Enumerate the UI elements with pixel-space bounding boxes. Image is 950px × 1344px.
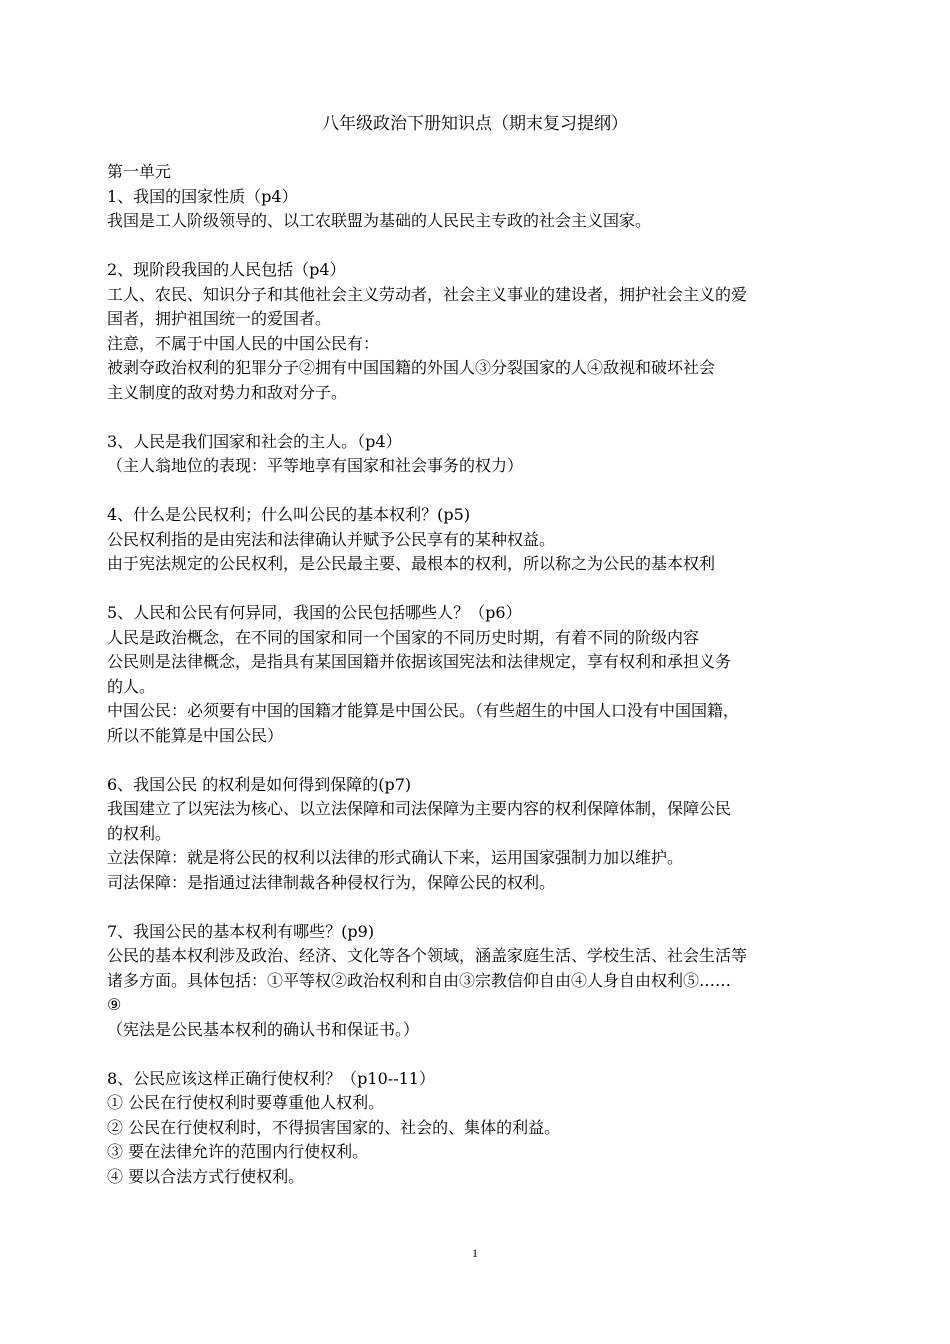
section-gap [107, 405, 852, 430]
section-heading: 8、公民应该这样正确行使权利？（p10--11） [107, 1068, 435, 1088]
section-heading: 7、我国公民的基本权利有哪些？(p9) [107, 921, 375, 941]
section-line: 人民是政治概念，在不同的国家和同一个国家的不同历史时期，有着不同的阶级内容 [107, 627, 700, 647]
section-heading: 4、什么是公民权利；什么叫公民的基本权利？(p5) [107, 505, 471, 524]
section-gap [107, 577, 852, 602]
section-line: ③ 要在法律允许的范围内行使权利。 [107, 1142, 369, 1161]
page-number: 1 [472, 1246, 478, 1260]
sections-container [107, 185, 852, 1190]
section-line: ④ 要以合法方式行使权利。 [107, 1166, 305, 1186]
section-line: 的权利。 [107, 823, 172, 843]
section-line: ② 公民在行使权利时，不得损害国家的、社会的、集体的利益。 [107, 1117, 561, 1137]
section-gap [107, 895, 852, 920]
section-line: 国者，拥护祖国统一的爱国者。 [107, 309, 332, 328]
section-gap [107, 748, 852, 773]
section-line: 中国公民：必须要有中国的国籍才能算是中国公民。（有些超生的中国人口没有中国国籍， [107, 701, 740, 720]
section-line: 公民的基本权利涉及政治、经济、文化等各个领域，涵盖家庭生活、学校生活、社会生活等 [107, 946, 748, 965]
section-line: 注意，不属于中国人民的中国公民有： [107, 333, 380, 353]
document-title: 八年级政治下册知识点（期末复习提纲） [322, 114, 628, 134]
section-line: 我国建立了以宪法为核心、以立法保障和司法保障为主要内容的权利保障体制，保障公民 [107, 799, 732, 818]
section-line: 被剥夺政治权利的犯罪分子②拥有中国国籍的外国人③分裂国家的人④敌视和破坏社会 [107, 358, 716, 377]
section-line: （主人翁地位的表现：平等地享有国家和社会事务的权力） [107, 456, 524, 475]
section-heading: 1、我国的国家性质（p4） [107, 186, 298, 206]
section-gap [107, 479, 852, 504]
document-body [107, 160, 852, 1189]
section-line: （宪法是公民基本权利的确认书和保证书。） [107, 1019, 420, 1039]
section-line: 司法保障：是指通过法律制裁各种侵权行为，保障公民的权利。 [107, 872, 556, 892]
section-line: ① 公民在行使权利时要尊重他人权利。 [107, 1093, 385, 1112]
section-line: 我国是工人阶级领导的、以工农联盟为基础的人民民主专政的社会主义国家。 [107, 211, 652, 230]
section-line: 的人。 [107, 676, 156, 696]
section-line: 工人、农民、知识分子和其他社会主义劳动者，社会主义事业的建设者，拥护社会主义的爱 [107, 284, 748, 304]
section-heading: 6、我国公民 的权利是如何得到保障的(p7) [107, 774, 412, 794]
section-heading: 2、现阶段我国的人民包括（p4） [107, 260, 346, 279]
section-gap [107, 1042, 852, 1067]
section-line: 所以不能算是中国公民） [107, 725, 284, 745]
section-line: ⑨ [107, 995, 122, 1014]
section-heading: 5、人民和公民有何异同，我国的公民包括哪些人？（p6） [107, 603, 522, 622]
section-line: 公民则是法律概念，是指具有某国国籍并依据该国宪法和法律规定，享有权利和承担义务 [107, 652, 732, 671]
section-line: 主义制度的敌对势力和敌对分子。 [107, 382, 348, 402]
section-line: 公民权利指的是由宪法和法律确认并赋予公民享有的某种权益。 [107, 529, 556, 549]
section-gap [107, 234, 852, 259]
section-line: 立法保障：就是将公民的权利以法律的形式确认下来，运用国家强制力加以维护。 [107, 848, 684, 867]
section-heading: 3、人民是我们国家和社会的主人。（p4） [107, 431, 402, 451]
unit-heading: 第一单元 [107, 162, 172, 181]
section-line: 诸多方面。具体包括：①平等权②政治权利和自由③宗教信仰自由④人身自由权利⑤…… [107, 970, 732, 990]
section-line: 由于宪法规定的公民权利，是公民最主要、最根本的权利，所以称之为公民的基本权利 [107, 554, 716, 573]
